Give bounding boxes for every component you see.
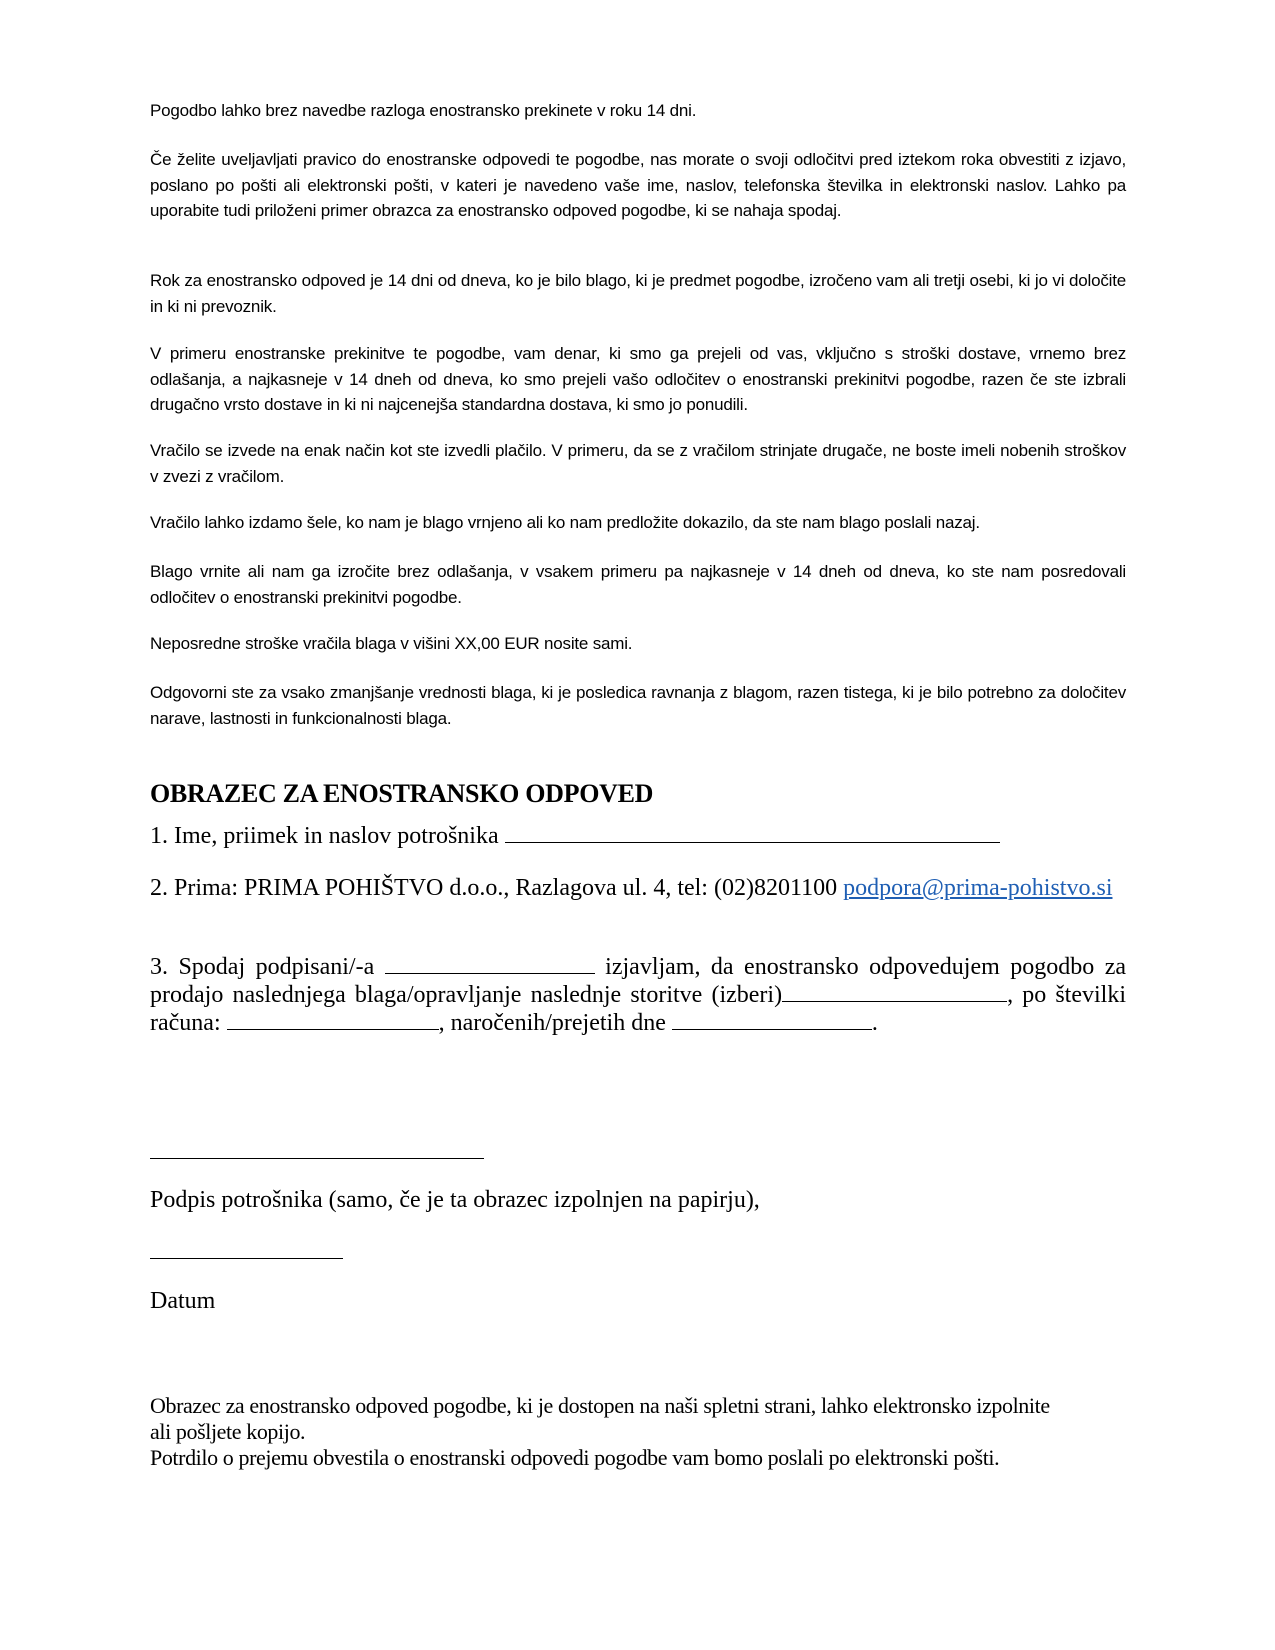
paragraph-refund-condition: Vračilo lahko izdamo šele, ko nam je blago vrnjeno ali ko nam predložite dokazilo, da ste nam blago poslali nazaj.: [150, 513, 980, 532]
paragraph-how-to-withdraw: Če želite uveljavljati pravico do enostranske odpovedi te pogodbe, nas morate o svoji odločitvi pred iztekom roka obvestiti z izjavo, poslano po pošti ali elektronski pošti, v kateri je navedeno vaše ime, naslov, telefonska številka in elektronski naslov. Lahko pa uporabite tudi priloženi primer obrazca za enostransko odpoved pogodbe, ki se nahaja spodaj.: [150, 150, 1126, 220]
form-item-1: [150, 822, 1126, 851]
paragraph-withdrawal-period: Pogodbo lahko brez navedbe razloga enostransko prekinete v roku 14 dni.: [150, 101, 697, 120]
form-item-3-part4: , naročenih/prejetih dne: [438, 1010, 666, 1036]
date-label: Datum: [150, 1288, 216, 1314]
paragraph-liability: Odgovorni ste za vsako zmanjšanje vrednosti blaga, ki je posledica ravnanja z blagom, razen tistega, ki je bilo potrebno za določitev narave, lastnosti in funkcionalnosti blaga.: [150, 683, 1126, 728]
paragraph-refund-terms: V primeru enostranske prekinitve te pogodbe, vam denar, ki smo ga prejeli od vas, vključno s stroški dostave, vrnemo brez odlašanja, a najkasneje v 14 dneh od dneva, ko smo prejeli vašo odločitev o enostranski prekinitvi pogodbe, razen če ste izbrali drugačno vrsto dostave in ki ni najcenejša standardna dostava, ki smo jo ponudili.: [150, 344, 1126, 414]
date-line[interactable]: [150, 1258, 343, 1259]
paragraph-deadline: Rok za enostransko odpoved je 14 dni od dneva, ko je bilo blago, ki je predmet pogodbe, izročeno vam ali tretji osebi, ki jo vi določite in ki ni prevoznik.: [150, 271, 1126, 316]
support-email-link[interactable]: podpora@prima-pohistvo.si: [843, 875, 1113, 901]
form-item-2-text: 2. Prima: PRIMA POHIŠTVO d.o.o., Razlagova ul. 4, tel: (02)8201100: [150, 875, 838, 901]
form-title: OBRAZEC ZA ENOSTRANSKO ODPOVED: [150, 779, 654, 808]
signature-line[interactable]: [150, 1158, 484, 1159]
form-item-1-label: 1. Ime, priimek in naslov potrošnika: [150, 823, 499, 849]
paragraph-return-goods: Blago vrnite ali nam ga izročite brez odlašanja, v vsakem primeru pa najkasneje v 14 dneh od dneva, ko ste nam posredovali odločitev o enostranski prekinitvi pogodbe.: [150, 562, 1126, 607]
paragraph-return-costs: Neposredne stroške vračila blaga v višini XX,00 EUR nosite sami.: [150, 634, 633, 653]
paragraph-refund-method: Vračilo se izvede na enak način kot ste izvedli plačilo. V primeru, da se z vračilom strinjate drugače, ne boste imeli nobenih stroškov v zvezi z vračilom.: [150, 441, 1126, 486]
form-item-3-part1: 3. Spodaj podpisani/-a: [150, 954, 375, 980]
form-item-2: [150, 874, 1126, 903]
signatory-name-field[interactable]: [385, 972, 595, 974]
invoice-number-field[interactable]: [227, 1028, 439, 1030]
footer-note-confirmation: Potrdilo o prejemu obvestila o enostranski odpovedi pogodbe vam bomo poslali po elektronski pošti.: [150, 1445, 1000, 1470]
consumer-name-address-field[interactable]: [505, 841, 1000, 843]
form-item-3-part3: , po številki računa:: [150, 982, 1126, 1036]
form-item-3-end: .: [871, 1010, 878, 1036]
signature-label: Podpis potrošnika (samo, če je ta obrazec izpolnjen na papirju),: [150, 1187, 760, 1213]
form-item-3-part2: izjavljam, da enostransko odpovedujem pogodbo za prodajo naslednjega blaga/opravljanje naslednje storitve (izberi): [150, 954, 1127, 1008]
form-item-3: [150, 953, 1126, 1037]
footer-note-electronic-form: Obrazec za enostransko odpoved pogodbe, ki je dostopen na naši spletni strani, lahko elektronsko izpolnite ali pošljete kopijo.: [150, 1393, 1050, 1444]
goods-service-field[interactable]: [782, 1000, 1007, 1002]
order-date-field[interactable]: [672, 1028, 872, 1030]
